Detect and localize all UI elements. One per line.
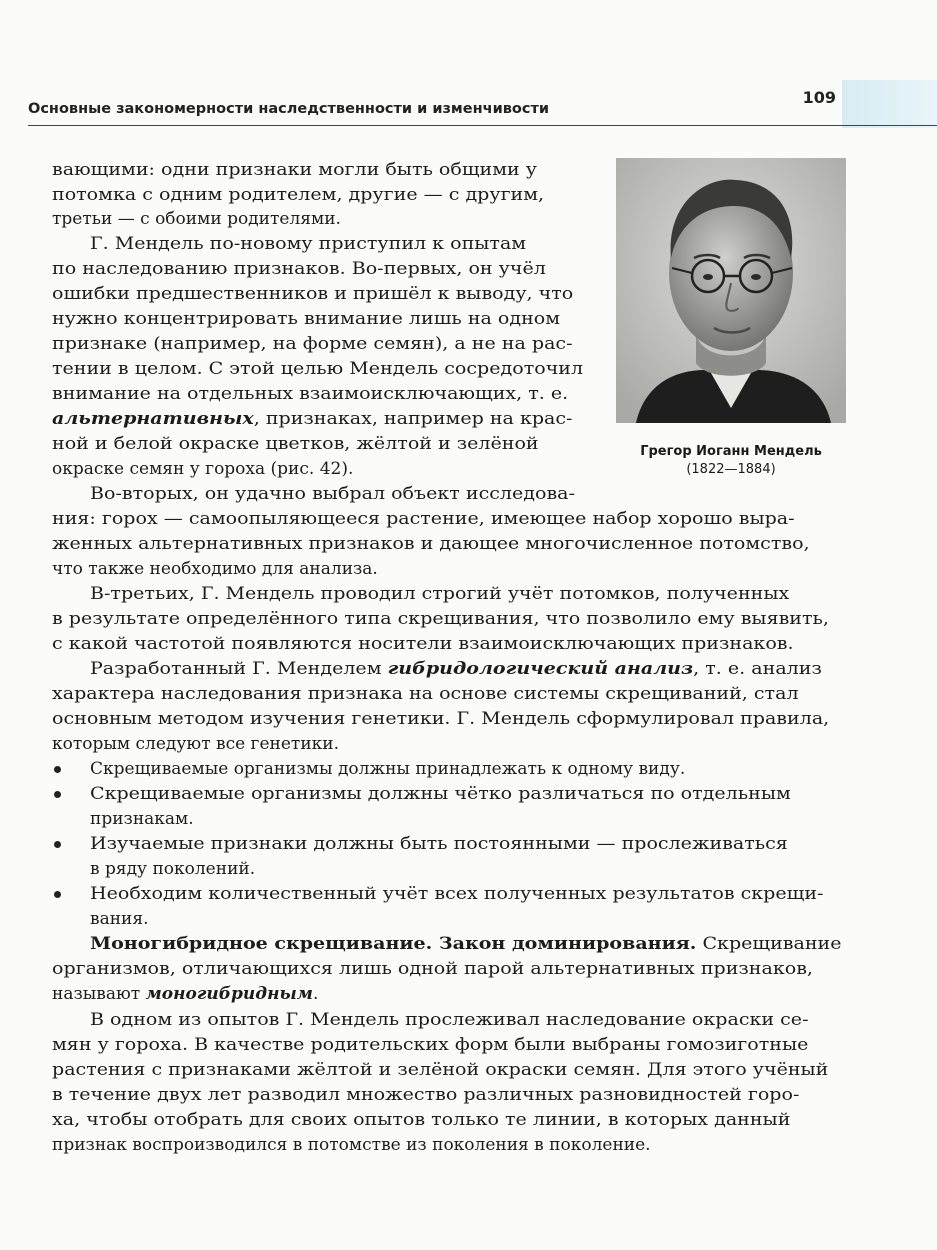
text-line <box>90 882 823 906</box>
text-run: ния: горох — самоопыляющееся растение, имеющее набор хорошо выра- <box>52 509 795 529</box>
text-run: женных альтернативных признаков и дающее многочисленное потомство, <box>52 534 810 554</box>
text-line <box>90 907 149 931</box>
text-line <box>52 982 318 1006</box>
text-line <box>52 183 544 207</box>
text-line <box>90 782 791 806</box>
text-run: признаке (например, на форме семян), а не на рас- <box>52 334 573 354</box>
running-header: Основные закономерности наследственности и изменчивости <box>28 101 550 117</box>
text-run: вающими: одни признаки могли быть общими у <box>52 160 537 180</box>
text-run: что также необходимо для анализа. <box>52 559 378 579</box>
portrait-caption <box>616 443 846 479</box>
text-line <box>52 282 573 306</box>
text-run: называют <box>52 984 146 1004</box>
text-line <box>90 857 255 881</box>
text-line <box>52 707 829 731</box>
text-line <box>52 332 573 356</box>
text-run: Скрещивание <box>696 934 842 954</box>
header-rule <box>28 125 937 126</box>
text-run: признак воспроизводился в потомстве из поколения в поколение. <box>52 1135 651 1155</box>
text-line <box>52 357 583 381</box>
text-run: которым следуют все генетики. <box>52 734 340 754</box>
text-line <box>52 207 341 231</box>
text-line <box>90 832 788 856</box>
text-line <box>90 232 526 256</box>
text-line <box>52 1133 651 1157</box>
text-line <box>90 482 575 506</box>
text-line <box>52 407 573 431</box>
text-run: в ряду поколений. <box>90 859 256 879</box>
text-run: вания. <box>90 909 149 929</box>
text-run: основным методом изучения генетики. Г. Мендель сформулировал правила, <box>52 709 830 729</box>
text-run: по наследованию признаков. Во-первых, он учёл <box>52 259 546 279</box>
text-run: потомка с одним родителем, другие — с другим, <box>52 185 545 205</box>
text-run: с какой частотой появляются носители взаимоисключающих признаков. <box>52 634 794 654</box>
bullet-marker <box>54 841 61 848</box>
text-run: , признаках, например на крас- <box>253 409 573 429</box>
text-line <box>52 158 537 182</box>
page-number: 109 <box>802 88 836 107</box>
text-line <box>52 307 560 331</box>
text-run: третьи — с обоими родителями. <box>52 209 341 229</box>
text-run: ной и белой окраске цветков, жёлтой и зелёной <box>52 434 539 454</box>
bullet-marker <box>54 791 61 798</box>
bullet-marker <box>54 766 61 773</box>
text-run: в течение двух лет разводил множество различных разновидностей горо- <box>52 1085 800 1105</box>
text-line <box>52 1033 808 1057</box>
text-run: организмов, отличающихся лишь одной парой альтернативных признаков, <box>52 959 813 979</box>
text-line <box>52 682 799 706</box>
text-run: . <box>312 984 319 1004</box>
text-line <box>52 532 810 556</box>
text-line <box>90 1008 809 1032</box>
mendel-portrait <box>616 158 846 423</box>
text-run: Во-вторых, он удачно выбрал объект исследова- <box>90 484 575 504</box>
text-run: растения с признаками жёлтой и зелёной окраски семян. Для этого учёный <box>52 1060 829 1080</box>
text-run: окраске семян у гороха (рис. 42). <box>52 459 354 479</box>
emphasis-term: гибридологический анализ <box>387 659 694 679</box>
text-line <box>52 557 378 581</box>
text-run: нужно концентрировать внимание лишь на одном <box>52 309 561 329</box>
text-run: в результате определённого типа скрещивания, что позволило ему выявить, <box>52 609 829 629</box>
text-run: Необходим количественный учёт всех полученных результатов скрещи- <box>90 884 824 904</box>
text-run: характера наследования признака на основе системы скрещиваний, стал <box>52 684 799 704</box>
text-line <box>90 807 194 831</box>
emphasis-term: альтернативных <box>52 409 254 429</box>
text-line <box>52 632 794 656</box>
text-line <box>52 957 813 981</box>
text-run: ошибки предшественников и пришёл к выводу, что <box>52 284 574 304</box>
text-run: Разработанный Г. Менделем <box>90 659 388 679</box>
text-run: Г. Мендель по-новому приступил к опытам <box>90 234 527 254</box>
bullet-marker <box>54 891 61 898</box>
text-run: Изучаемые признаки должны быть постоянными — прослеживаться <box>90 834 788 854</box>
text-line <box>52 607 829 631</box>
text-run: признакам. <box>90 809 194 829</box>
text-line <box>90 757 685 781</box>
text-run: внимание на отдельных взаимоисключающих, т. е. <box>52 384 569 404</box>
text-run: В одном из опытов Г. Мендель прослеживал наследование окраски се- <box>90 1010 809 1030</box>
text-line <box>90 657 822 681</box>
text-run: мян у гороха. В качестве родительских форм были выбраны гомозиготные <box>52 1035 809 1055</box>
text-run: Скрещиваемые организмы должны чётко различаться по отдельным <box>90 784 791 804</box>
text-line <box>52 257 546 281</box>
emphasis-term: моногибридным <box>145 984 313 1004</box>
text-line <box>52 1083 799 1107</box>
text-line <box>52 457 353 481</box>
text-line <box>90 582 789 606</box>
text-line <box>52 507 795 531</box>
text-line <box>52 732 339 756</box>
page-corner-tab <box>842 80 937 128</box>
caption-name: Грегор Иоганн Мендель <box>640 444 822 459</box>
text-line <box>90 932 842 956</box>
emphasis-term: Моногибридное скрещивание. Закон доминирования. <box>90 934 697 954</box>
text-line <box>52 1108 790 1132</box>
text-line <box>52 432 539 456</box>
text-run: , т. е. анализ <box>693 659 822 679</box>
text-run: ха, чтобы отобрать для своих опытов только те линии, в которых данный <box>52 1110 791 1130</box>
text-line <box>52 382 568 406</box>
text-run: В-третьих, Г. Мендель проводил строгий учёт потомков, полученных <box>90 584 790 604</box>
text-run: тении в целом. С этой целью Мендель сосредоточил <box>52 359 584 379</box>
text-run: Скрещиваемые организмы должны принадлежать к одному виду. <box>90 759 686 779</box>
caption-years: (1822—1884) <box>686 462 776 477</box>
text-line <box>52 1058 828 1082</box>
